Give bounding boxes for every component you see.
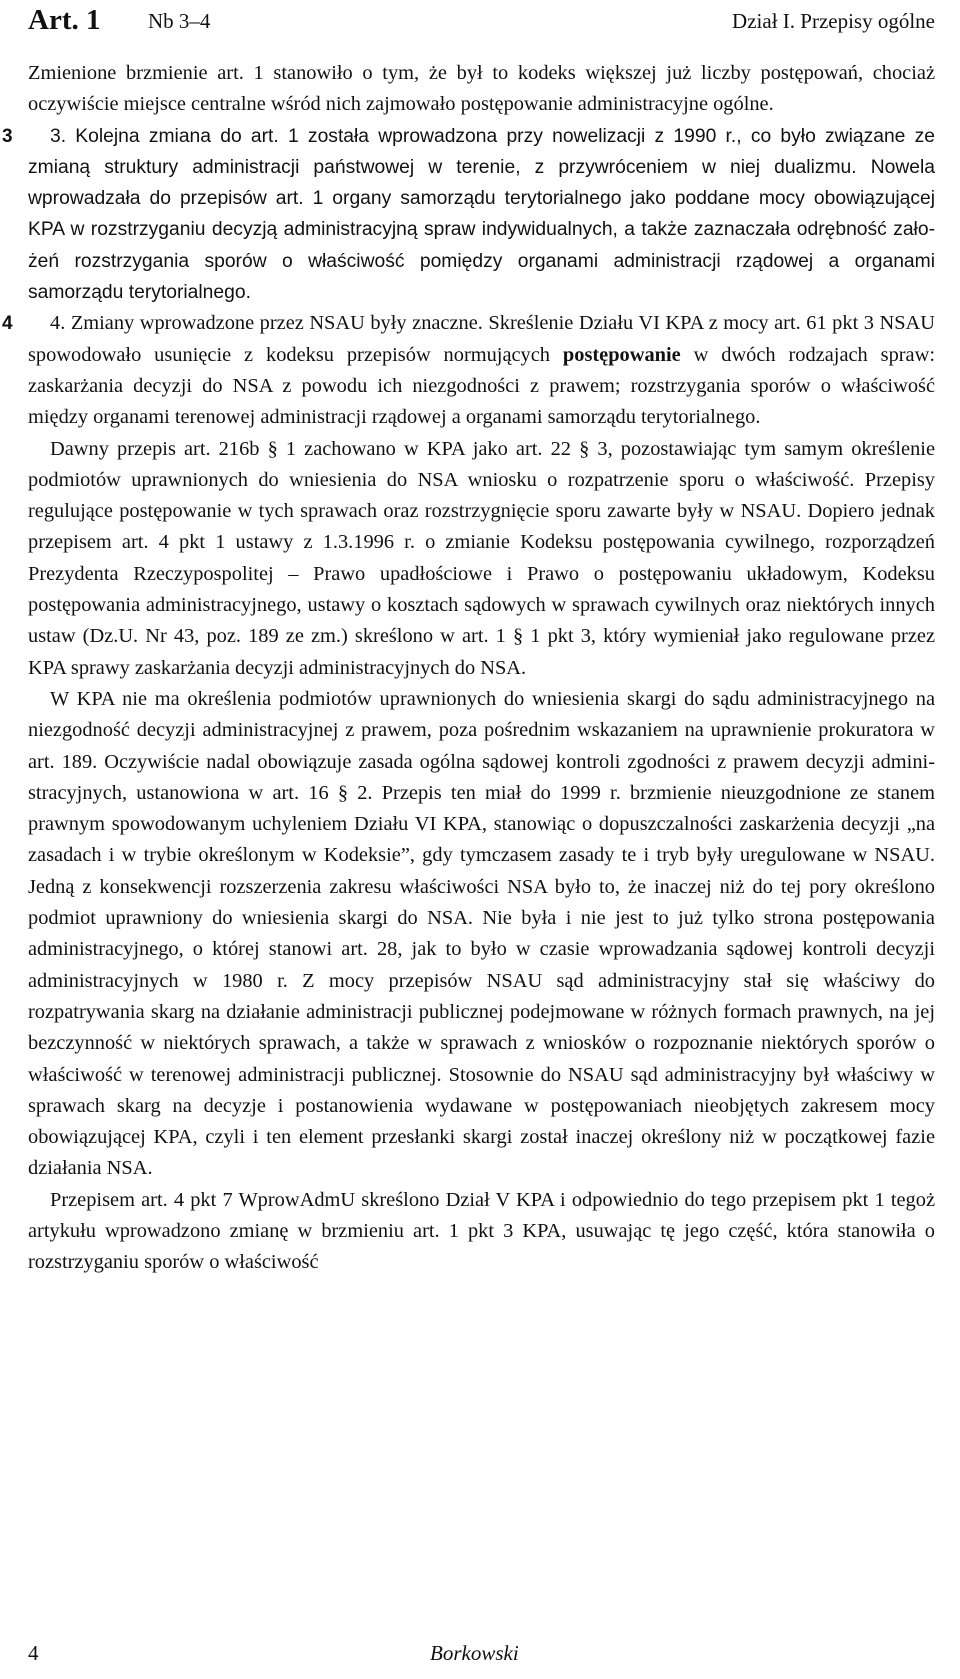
author-name: Borkowski xyxy=(430,1641,519,1665)
running-header xyxy=(28,2,935,38)
bold-term: postępowanie xyxy=(562,343,681,366)
paragraph-4-text-b: w dwóch rodzajach spraw: zaskarżania decyzji do NSA z powodu ich niezgodności z prawem; rozstrzygania sporów o właściwość między organami terenowej administracji rządowej a organami samorządu terytorialnego. xyxy=(28,343,935,429)
paragraph-dawny-przepis: Dawny przepis art. 216b § 1 zachowano w KPA jako art. 22 § 3, pozostawiając tym samym określenie podmiotów uprawnionych do wniesienia do NSA wniosku o rozpatrzenie sporu o właściwość. Przepisy regulujące postępowanie w tych sprawach oraz rozstrzygnięcie sporu zawarte były w NSAU. Dopiero jednak przepisem art. 4 pkt 1 ustawy z 1.3.1996 r. o zmianie Kodeksu postępowania cywilnego, rozporządzeń Prezydenta Rzeczypospolitej – Prawo upadłościowe i Prawo o postępowaniu układowym, Kodeksu postępowania administracyjnego, ustawy o kosztach sądowych w sprawach cywilnych oraz niektórych innych ustaw (Dz.U. Nr 43, poz. 189 ze zm.) skreślono w art. 1 § 1 pkt 3, który wymieniał jako regulowane przez KPA sprawy zaskarżania decyzji administracyjnych do NSA. xyxy=(28,437,935,679)
paragraph-3: 3. Kolejna zmiana do art. 1 została wprowadzona przy nowelizacji z 1990 r., co było związane ze zmianą struktury administracji państwowej w terenie, z przywróceniem w niej dualizmu. Nowela wprowadzała do przepisów art. 1 organy samorządu terytorialnego jako poddane mocy obowiązującej KPA w rozstrzyganiu decyzją administracyjną spraw indywidualnych, a także zaznaczała odrębność założeń rozstrzygania sporów o właściwość pomiędzy organami administracji rządowej a organami samorządu terytorialnego. xyxy=(28,125,935,304)
page-number: 4 xyxy=(28,1641,39,1665)
margin-number-range: Nb 3–4 xyxy=(148,9,211,33)
margin-number: 4 xyxy=(2,313,13,335)
paragraph-4 xyxy=(28,308,935,433)
section-title: Dział I. Przepisy ogólne xyxy=(732,9,935,33)
article-number: Art. 1 xyxy=(28,4,101,36)
paragraph-intro: Zmienione brzmienie art. 1 stanowiło o tym, że był to kodeks większej już liczby postępowań, chociaż oczywiście miejsce centralne wśród nich zajmowało postępowanie administracyjne ogólne. xyxy=(28,62,935,116)
block-margin-3 xyxy=(2,121,935,309)
paragraph-4-text-a: 4. Zmiany wprowadzone przez NSAU były znaczne. Skreślenie Działu VI KPA z mocy art. 61 pkt 3 NSAU spowodowało usunięcie z kodeksu przepisów normujących xyxy=(28,312,935,366)
page-body xyxy=(2,58,935,1279)
paragraph-przepisem: Przepisem art. 4 pkt 7 WprowAdmU skreślono Dział V KPA i odpowiednio do tego przepisem pkt 1 tegoż artykułu wprowadzono zmianę w brzmieniu art. 1 pkt 3 KPA, usuwając tę jego część, która stanowiła o rozstrzyganiu sporów o właściwość xyxy=(28,1188,935,1274)
block-margin-4 xyxy=(2,308,935,433)
paragraph-w-kpa: W KPA nie ma określenia podmiotów uprawnionych do wniesienia skargi do sądu administracyjnego na niezgodność decyzji administracyjnej z prawem, poza pośrednim wskazaniem na uprawnienie prokuratora w art. 189. Oczywiście nadal obowiązuje zasada ogólna sądowej kontroli zgodności z prawem decyzji administracyjnych, ustanowiona w art. 16 § 2. Przepis ten miał do 1999 r. brzmienie nieuzgodnione ze stanem prawnym spowodowanym uchyleniem Działu VI KPA, stanowiąc o dopuszczalności zaskarżenia decyzji „na zasadach i w trybie określonym w Kodeksie”, gdy tymczasem zasady te i tryb były uregulowane w NSAU. Jedną z konsekwencji rozszerzenia zakresu właściwości NSA było to, że inaczej niż do tej pory określono podmiot uprawniony do wniesienia skargi do NSA. Nie była i nie jest to już tylko strona postępowania administracyjnego, o której stanowi art. 28, jak to było w czasie wprowadzania sądowej kontroli decyzji administracyjnych w 1980 r. Z mocy przepisów NSAU sąd administracyjny stał się właściwy do rozpatrywania skarg na działanie administracji publicznej podejmowane w różnych formach prawnych, na jej bezczynność w niektórych sprawach, a także w sprawach z wniosków o rozpoznanie niektórych sporów o właściwość w terenowej administracji publicznej. Stosownie do NSAU sąd administracyjny był właściwy w sprawach skarg na decyzje i postanowienia wydawane w postępowaniach nieobjętych zakresem mocy obowiązującej KPA, czyli i ten element przesłanki skargi został inaczej określony niż w początkowej fazie działania NSA. xyxy=(28,687,935,1180)
running-footer xyxy=(28,1636,935,1670)
margin-number: 3 xyxy=(2,125,13,147)
